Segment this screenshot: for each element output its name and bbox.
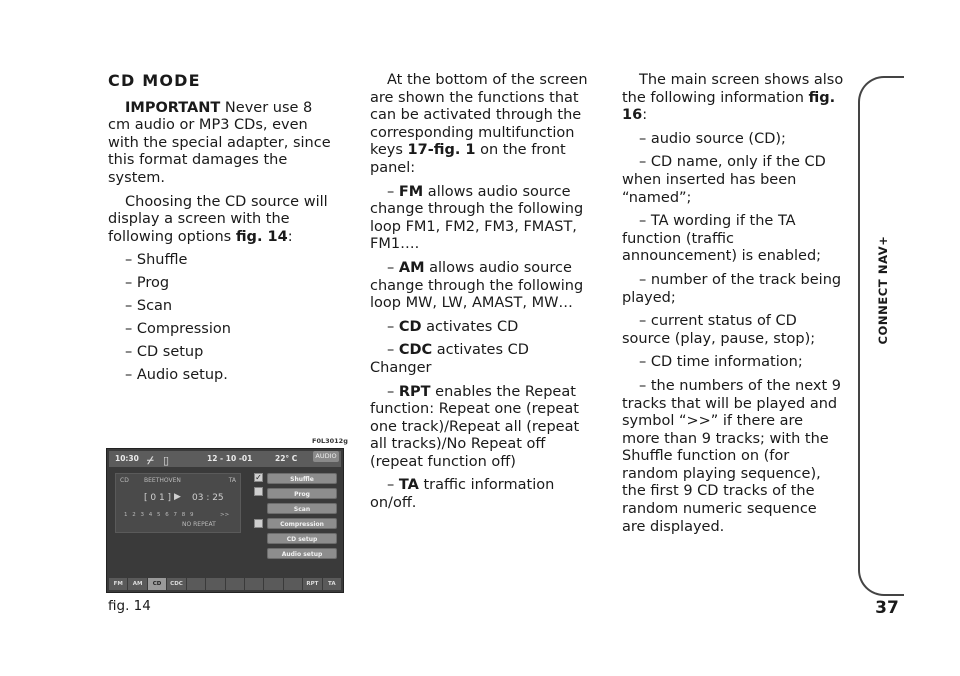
fkey-blank (264, 578, 282, 590)
menu-button-prog: Prog (267, 488, 337, 499)
function-description: traffic information on/off. (370, 477, 555, 512)
menu-button-cd-setup: CD setup (267, 533, 337, 544)
option-item: – Shuffle (125, 252, 188, 269)
menu-button-audio-setup: Audio setup (267, 548, 337, 559)
fig-reference: 17-fig. 1 (407, 142, 476, 159)
ta-indicator: TA (228, 477, 236, 484)
column-1 (108, 72, 338, 390)
dash: – (387, 477, 399, 494)
next-tracks: 1 2 3 4 5 6 7 8 9 (124, 512, 194, 518)
fig-reference: fig. 16 (622, 89, 836, 124)
function-description: activates CD Changer (370, 342, 529, 376)
audio-button: AUDIO (313, 451, 339, 462)
function-key-name: AM (398, 259, 425, 276)
function-key-name: CD (398, 318, 422, 335)
fkey-am: AM (128, 578, 146, 590)
dash: – (387, 342, 399, 359)
dash: – (387, 383, 399, 400)
fkey-blank (284, 578, 302, 590)
fkey-blank (245, 578, 263, 590)
function-item-am (370, 260, 592, 313)
screen-status-bar (109, 451, 341, 467)
menu-button-scan: Scan (267, 503, 337, 514)
phone-icon: ▯ (163, 454, 170, 467)
menu-button-shuffle: Shuffle (267, 473, 337, 484)
info-item: – TA wording if the TA function (traffic announcement) is enabled; (622, 213, 822, 265)
function-item-fm (370, 184, 592, 254)
fkey-fm: FM (109, 578, 127, 590)
fkey-cd: CD (148, 578, 166, 590)
figure-caption: fig. 14 (108, 598, 151, 614)
info-intro (622, 72, 844, 125)
fkey-blank (226, 578, 244, 590)
chapter-label: CONNECT NAV+ (876, 235, 890, 345)
important-text: Never use 8 cm audio or MP3 CDs, even with the special adapter, since this format damages the system. (108, 99, 331, 186)
fkey-rpt: RPT (303, 578, 321, 590)
track-number: [ 0 1 ] (144, 493, 172, 503)
more-tracks-symbol: >> (220, 512, 230, 518)
options-intro-text: Choosing the CD source will display a screen with the following options (108, 193, 328, 245)
function-key-name: CDC (398, 342, 433, 359)
cd-mode-screen-figure (106, 448, 344, 593)
function-description: allows audio source change through the following loop FM1, FM2, FM3, FMAST, FM1…. (370, 183, 584, 253)
fkey-cdc: CDC (167, 578, 185, 590)
dash: – (387, 183, 399, 200)
compression-checkbox (254, 519, 263, 528)
dash: – (387, 318, 399, 335)
option-item: – Prog (125, 275, 170, 292)
fkey-ta: TA (323, 578, 341, 590)
function-key-name: RPT (398, 383, 431, 400)
option-item: – Scan (125, 298, 173, 315)
important-paragraph (108, 100, 338, 188)
column-2 (370, 72, 592, 519)
function-key-bar (109, 578, 341, 590)
important-label: IMPORTANT (125, 99, 221, 116)
prog-checkbox (254, 487, 263, 496)
function-item-cdc (370, 342, 592, 377)
dash: – (387, 259, 399, 276)
function-key-name: TA (398, 477, 419, 494)
info-item: – current status of CD source (play, pause, stop); (622, 313, 816, 347)
info-intro-end: : (642, 107, 648, 124)
fkey-blank (206, 578, 224, 590)
fkey-blank (187, 578, 205, 590)
clock-display: 10:30 (115, 454, 139, 463)
options-intro-end: : (287, 228, 293, 245)
date-display: 12 - 10 -01 (207, 454, 253, 463)
repeat-status: NO REPEAT (182, 521, 216, 528)
function-description: allows audio source change through the following loop MW, LW, AMAST, MW… (370, 259, 584, 312)
functions-intro-end: on the front panel: (370, 142, 566, 176)
function-item-cd (370, 319, 592, 337)
section-heading: CD MODE (108, 71, 201, 90)
cd-info-panel (115, 473, 241, 533)
option-item: – Audio setup. (125, 367, 228, 384)
audio-source: CD (120, 477, 129, 484)
info-item: – CD name, only if the CD when inserted has been “named”; (622, 154, 826, 206)
shuffle-checkbox: ✓ (255, 473, 262, 482)
option-item: – Compression (125, 321, 231, 338)
play-icon: ▶ (174, 492, 181, 502)
function-key-name: FM (398, 183, 424, 200)
signal-icon: ⌿ (147, 454, 154, 467)
figure-code: F0L3012g (312, 437, 348, 445)
option-item: – CD setup (125, 344, 204, 361)
function-item-ta (370, 477, 592, 512)
function-description: enables the Repeat function: Repeat one (repeat one track)/Repeat all (repeat all tracks)/No Repeat off (repeat function off) (370, 383, 580, 470)
temperature-display: 22° C (275, 454, 298, 463)
info-item: – number of the track being played; (622, 271, 842, 306)
options-intro (108, 194, 338, 247)
fig-reference: fig. 14 (235, 228, 288, 245)
function-description: activates CD (421, 318, 519, 335)
info-item: – the numbers of the next 9 tracks that will be played and symbol “>>” if there are more than 9 tracks; with the Shuffle function on (for random playing sequence), the first 9 CD tracks of the random numeric sequence are displayed. (622, 377, 841, 535)
info-intro-text: The main screen shows also the following information (622, 72, 844, 106)
page-number: 37 (875, 598, 899, 618)
menu-button-compression: Compression (267, 518, 337, 529)
column-3 (622, 72, 844, 542)
info-item: – audio source (CD); (639, 130, 786, 147)
function-item-rpt (370, 384, 592, 472)
info-item: – CD time information; (639, 354, 803, 371)
functions-intro-text: At the bottom of the screen are shown the functions that can be activated through the corresponding multifunction keys (370, 72, 588, 159)
cd-name: BEETHOVEN (144, 477, 181, 484)
cd-time: 03 : 25 (192, 493, 224, 503)
functions-intro (370, 72, 592, 178)
